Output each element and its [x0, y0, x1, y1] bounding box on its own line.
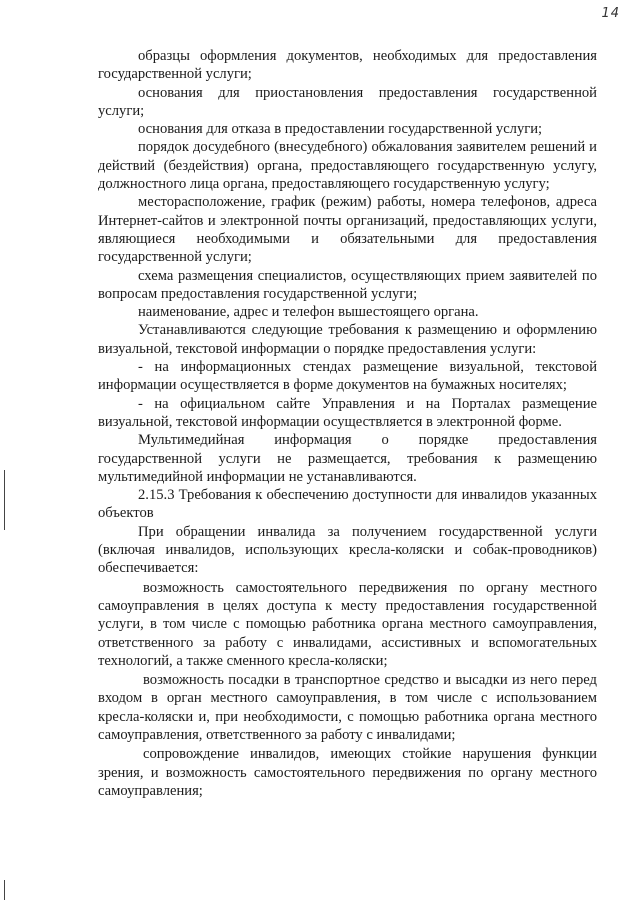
paragraph: сопровождение инвалидов, имеющих стойкие нарушения функции зрения, и возможность самостоятельного передвижения по органу местного самоуправления; — [98, 746, 597, 799]
paragraph: основания для приостановления предоставления государственной услуги; — [98, 84, 597, 119]
paragraph: Устанавливаются следующие требования к размещению и оформлению визуальной, текстовой информации о порядке предоставления услуги: — [98, 322, 597, 357]
paragraph: возможность самостоятельного передвижения по органу местного самоуправления в целях доступа к месту предоставления государственной услуги, в том числе с помощью работника органа местного самоуправления, ответственного за работу с инвалидами, ассистивных и вспомогательных технологий, а также сменного кресла-коляски; — [98, 579, 597, 669]
paragraph: порядок досудебного (внесудебного) обжалования заявителем решений и действий (бездействия) органа, предоставляющего государственную услугу, должностного лица органа, предоставляющего государственную услугу; — [98, 139, 597, 193]
scan-margin-mark — [4, 470, 5, 530]
paragraph: Мультимедийная информация о порядке предоставления государственной услуги не размещается, требования к размещению мультимедийной информации не устанавливаются. — [98, 432, 597, 485]
list-item: - на информационных стендах размещение визуальной, текстовой информации осуществляется в форме документов на бумажных носителях; — [98, 359, 597, 394]
list-item: - на официальном сайте Управления и на Порталах размещение визуальной, текстовой информации осуществляется в электронной форме. — [98, 395, 597, 430]
paragraph: месторасположение, график (режим) работы, номера телефонов, адреса Интернет-сайтов и электронной почты организаций, предоставляющих услуги, являющиеся необходимыми и обязательными для предоставления государственной услуги; — [98, 194, 597, 266]
paragraph: образцы оформления документов, необходимых для предоставления государственной услуги; — [98, 48, 597, 83]
document-body — [98, 47, 597, 800]
paragraph: основания для отказа в предоставлении государственной услуги; — [138, 121, 543, 138]
paragraph: схема размещения специалистов, осуществляющих прием заявителей по вопросам предоставления государственной услуги; — [98, 267, 597, 302]
paragraph: наименование, адрес и телефон вышестоящего органа. — [138, 304, 479, 321]
page-number: 14 — [601, 6, 620, 21]
section-heading: 2.15.3 Требования к обеспечению доступности для инвалидов указанных объектов — [98, 487, 597, 522]
scan-margin-mark — [4, 880, 5, 900]
paragraph: При обращении инвалида за получением государственной услуги (включая инвалидов, использующих кресла-коляски и собак-проводников) обеспечивается: — [98, 523, 597, 577]
paragraph: возможность посадки в транспортное средство и высадки из него перед входом в орган местного самоуправления, в том числе с использованием кресла-коляски и, при необходимости, с помощью работника органа местного самоуправления, ответственного за работу с инвалидами; — [98, 672, 597, 743]
